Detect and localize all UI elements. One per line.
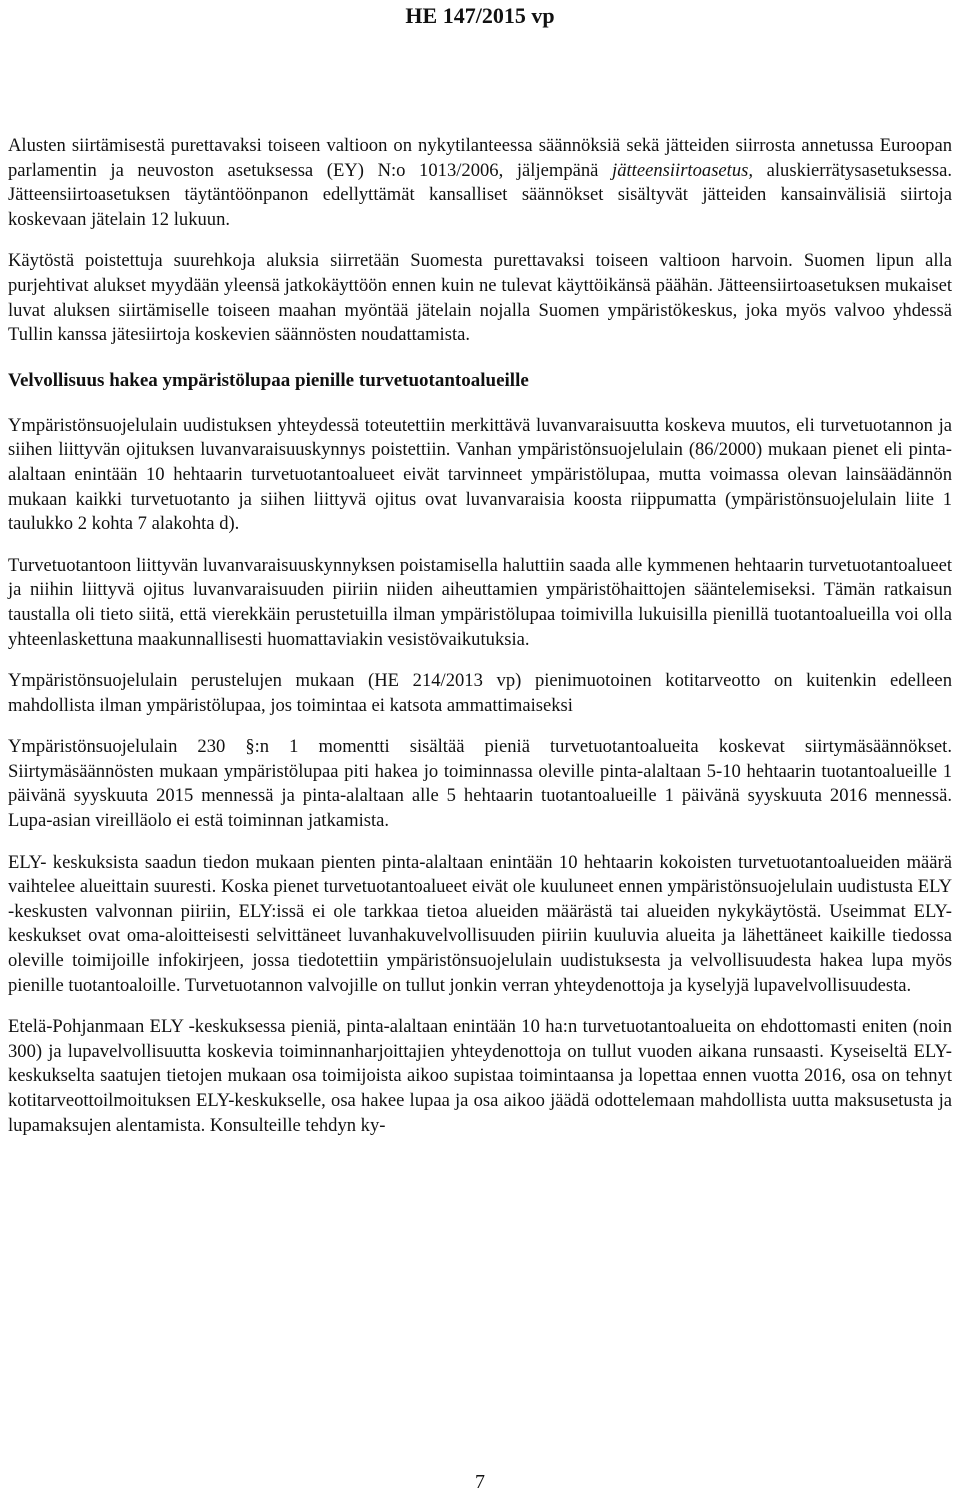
paragraph-ely-keskukset: ELY- keskuksista saadun tiedon mukaan pienten pinta-alaltaan enintään 10 hehtaarin kokoisten turvetuotantoalueiden määrä vaihtelee alueittain suuresti. Koska pienet turvetuotantoalueet eivät ole kuuluneet ennen ympäristönsuojelulain uudistusta ELY -keskusten valvonnan piiriin, ELY:issä ei ole tarkkaa tietoa alueiden määrästä tai alueiden nykykäytöstä. Useimmat ELY-keskukset ovat oma-aloitteisesti selvittäneet luvanhakuvelvollisuuden piiriin kuuluvia alueita ja lähettäneet kaikille tiedossa oleville toimijoille infokirjeen, jossa tiedotettiin ympäristönsuojelulain uudistuksesta ja velvollisuudesta hakea lupa myös pienille tuotantoaloille. Turvetuotannon valvojille on tullut jonkin verran yhteydenottoja ja kyselyjä lupavelvollisuudesta.: [8, 851, 952, 996]
page-header: HE 147/2015 vp: [405, 3, 555, 28]
paragraph-text: aluskierrätysasetuksessa. Jätteensiirtoasetuksen täytäntöönpanon edellyttämät kansalliset säännökset sisältyvät jätteiden kansainvälisiä siirtoja koskevaan jätelain 12 lukuun.: [8, 159, 953, 230]
paragraph-text: Alusten siirtämisestä purettavaksi toiseen valtioon on nykytilanteessa säännöksiä sekä jätteiden siirrosta annetussa Euroopan parlamentin ja neuvoston asetuksessa (EY) N:o 1013/2006, jäljempänä: [8, 135, 952, 181]
paragraph-kotitarveotto: Ympäristönsuojelulain perustelujen mukaan (HE 214/2013 vp) pienimuotoinen kotitarveotto on kuitenkin edelleen mahdollista ilman ympäristölupaa, jos toimintaa ei katsota ammattimaiseksi: [8, 670, 952, 716]
paragraph-luvanvaraisuuskynnys: Turvetuotantoon liittyvän luvanvaraisuuskynnyksen poistamisella haluttiin saada alle kymmenen hehtaarin turvetuotantoalueet ja niihin liittyvä ojitus luvanvaraisuuden piiriin niiden aiheuttamien ympäristöhaittojen sääntelemiseksi. Tämän ratkaisun taustalla oli tieto siitä, että vierekkäin perustetuilla ilman ympäristölupaa toimivilla lukuisilla pienillä tuotantoalueilla voi olla yhteenlaskettuna maakunnallisesti huomattaviakin vesistövaikutuksia.: [8, 554, 952, 650]
paragraph-etela-pohjanmaa: Etelä-Pohjanmaan ELY -keskuksessa pieniä, pinta-alaltaan enintään 10 ha:n turvetuotantoalueita on ehdottomasti eniten (noin 300) ja lupavelvollisuutta koskevia toiminnanharjoittajien yhteydenottoja on tullut vuoden aikana runsaasti. Kyseiseltä ELY- keskukselta saatujen tietojen mukaan osa toimijoista aikoo supistaa toimintaansa ja lopettaa ennen vuotta 2016, osa on tehnyt kotitarveottoilmoituksen ELY-keskukselle, osa hakee lupaa ja osa aikoo jäädä odottelemaan mahdollista uutta maksusetusta ja lupamaksujen alentamista. Konsulteille tehdyn ky-: [8, 1016, 952, 1136]
document-body: [8, 134, 952, 1155]
paragraph-kaytosta-poistetut-alukset: Käytöstä poistettuja suurehkoja aluksia siirretään Suomesta purettavaksi toiseen valtioon harvoin. Suomen lipun alla purjehtivat alukset myydään yleensä jatkokäyttöön ennen kuin ne tulevat käyttöikänsä päähän. Jätteensiirtoasetuksen mukaiset luvat aluksen siirtämiselle toiseen maahan myöntää jätelain nojalla Suomen ympäristökeskus, joka myös valvoo yhdessä Tullin kanssa jätesiirtoja koskevien säännösten noudattamista.: [8, 250, 952, 346]
paragraph-alusten-siirtaminen: [8, 134, 952, 232]
italic-term: jätteensiirtoasetus,: [612, 159, 754, 181]
section-heading: Velvollisuus hakea ympäristölupaa pienille turvetuotantoalueille: [8, 369, 529, 391]
paragraph-luvanvaraisuusmuutos: Ympäristönsuojelulain uudistuksen yhteydessä toteutettiin merkittävä luvanvaraisuutta koskeva muutos, eli turvetuotannon ja siihen liittyvän ojituksen luvanvaraisuuskynnys poistettiin. Vanhan ympäristönsuojelulain (86/2000) mukaan pienet eli pinta-alaltaan enintään 10 hehtaarin turvetuotantoalueet eivät tarvinneet ympäristölupaa, mutta voimassa olevan lainsäädännön mukaan kaikki turvetuotanto ja siihen liittyvä ojitus ovat luvanvaraisia koosta riippumatta (ympäristönsuojelulain liite 1 taulukko 2 kohta 7 alakohta d).: [8, 414, 952, 535]
paragraph-siirtymasaannokset: Ympäristönsuojelulain 230 §:n 1 momentti sisältää pieniä turvetuotantoalueita koskevat siirtymäsäännökset. Siirtymäsäännösten mukaan ympäristölupaa piti hakea jo toiminnassa olevillе pinta-alaltaan 5-10 hehtaarin tuotantoalueille 1 päivänä syyskuuta 2015 mennessä ja pinta-alaltaan alle 5 hehtaarin tuotantoalueille 1 päivänä syyskuuta 2016 mennessä. Lupa-asian vireilläolo ei estä toiminnan jatkamista.: [8, 736, 952, 832]
page-number: 7: [475, 1471, 485, 1493]
